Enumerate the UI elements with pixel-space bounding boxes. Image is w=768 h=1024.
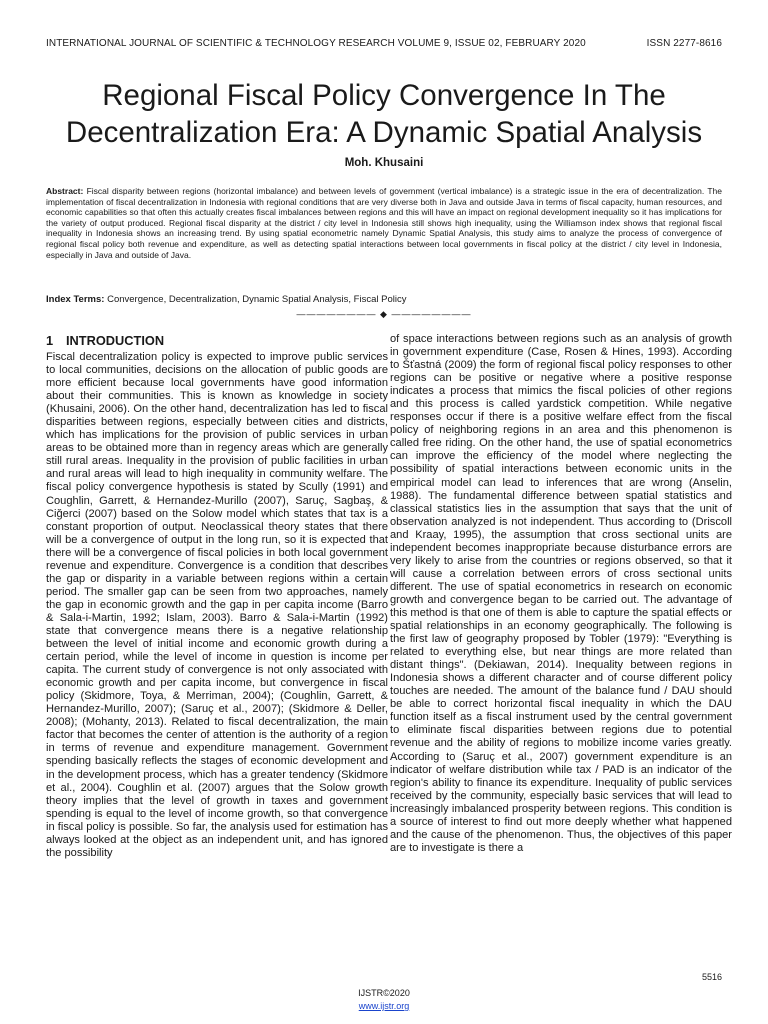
body-text-right: of space interactions between regions such as an analysis of growth in government expenditure (Case, Rosen & Hines, 1993). According to Šťastná (2009) the form of regional fiscal policy responses to other regions can be positive or negative where a positive response indicates a process that mimics the fiscal policies of other regions and this process is called yardstick competition. While negative responses occur if there is a positive welfare effect from the fiscal policy of neighboring regions in an area and this phenomenon is called free riding. On the other hand, the use of spatial econometrics can improve the efficiency of the model where neglecting the possibility of spatial interactions between economic units in the empirical model can lead to inferences that are wrong (Anselin, 1988). The fundamental difference between spatial statistics and classical statistics lies in the assumption that says that the unit of observation analyzed is not independent. Thus according to (Driscoll and Kraay, 1995), the assumption that cross sectional units are independent becomes inappropriate because disturbance errors are very likely to arise from the countries or regions observed, so that it will cause a correlation between errors of cross sectional units different. The use of spatial econometrics in research on economic growth and convergence began to be carried out. The advantage of this method is that one of them is able to capture the spatial effects or spatial relationships in an economy geographically. The following is the first law of geography proposed by Tobler (1979): "Everything is related to everything else, but near things are more related than distant things". (Dekiawan, 2014). Inequality between regions in Indonesia shows a different character and of course different policy touches are needed. The amount of the balance fund / DAU should be able to correct horizontal fiscal inequality in which the DAU function itself as a fiscal instrument used by the central government to eliminate fiscal disparities between regions due to potential revenue and the ability of regions to mobilize income varies greatly. According to (Saruç et al., 2007) government expenditure is an indicator of welfare distribution while tax / PAD is an indicator of the region's ability to finance its expenditure. Inequality of public services received by the community, especially basic services that will lead to increasingly imbalanced prosperity between regions. This condition is a source of interest to find out more deeply whether what happened and the cause of the phenomenon. Thus, the objectives of this paper are to investigate is there a [390, 333, 732, 854]
abstract [46, 186, 722, 260]
section-title: INTRODUCTION [66, 333, 165, 348]
index-terms [46, 294, 722, 305]
right-column [390, 333, 732, 855]
index-terms-label: Index Terms: [46, 294, 105, 305]
footer [0, 987, 768, 1013]
section-heading [46, 333, 388, 348]
body-text-left: Fiscal decentralization policy is expected to improve public services to local communities, decisions on the allocation of public goods are more efficient because local governments have good information about their communities. This is known as knowledge in society (Khusaini, 2006). On the other hand, decentralization has led to fiscal disparities between regions, especially between cities and districts, which has implications for the provision of public services in urban areas to be obtained more than in regency areas which are generally still rural areas. Inequality in the provision of public facilities in urban and rural areas will lead to high inequality in community welfare. The fiscal policy convergence hypothesis is stated by Scully (1991) and Coughlin, Garrett, & Hernandez-Murillo (2007), Saruç, Sagbaş, & Ciğerci (2007) based on the Solow model which states that tax is a constant proportion of output. Neoclassical theory states that there will be a convergence of output in the long run, so it is expected that there will be a convergence of fiscal policies in both local government revenue and expenditure. Convergence is a condition that describes the gap or disparity in a variable between regions within a certain period. The smaller gap can be seen from two approaches, namely the gap in economic growth and the gap in per capita income (Barro & Sala-i-Martin, 1992; Islam, 2003). Barro & Sala-i-Martin (1992) state that convergence means there is a negative relationship between the level of initial income and economic growth during a certain period, while the level of income in question is income per capita. The current study of convergence is not only associated with economic growth and per capita income, but convergence in fiscal policy (Skidmore, Toya, & Merriman, 2004); (Coughlin, Garrett, & Hernandez-Murillo, 2007); (Saruç et al., 2007); (Skidmore & Deller, 2008); (Mohanty, 2013). Related to fiscal decentralization, the main factor that becomes the center of attention is the authority of a region in terms of revenue and expenditure management. Government spending basically reflects the stages of economic development and in the development process, which has a greater tendency (Skidmore et al., 2004). Coughlin et al. (2007) argues that the Solow growth theory implies that the level of growth in taxes and government spending is equal to the level of income growth, so that convergence in fiscal policy is possible. So far, the analysis used for estimation has always looked at the object as an independent unit, and has ignored the possibility [46, 351, 388, 859]
abstract-text: Fiscal disparity between regions (horizontal imbalance) and between levels of government (vertical imbalance) is a strategic issue in the era of decentralization. The implementation of fiscal decentralization in Indonesia with regional conditions that are very diverse both in Java and outside Java in terms of fiscal capacity, human resources, and economic capabilities so that often this actually creates fiscal imbalances between regions and this will have an impact on regional development inequality so it has implications for the variety of output produced. Regional fiscal disparity at the district / city level in Indonesia still shows high inequality, using the Williamson index shows that regional fiscal inequality in Indonesia shows an increasing trend. By using spatial econometric namely Dynamic Spatial Analysis, this study aims to analyze the process of convergence of regional fiscal policy both revenue and expenditure, as well as detecting spatial interactions between local governments in fiscal policy at the district / city level in Indonesia, especially in Java and outside of Java. [46, 186, 722, 260]
journal-info: INTERNATIONAL JOURNAL OF SCIENTIFIC & TECHNOLOGY RESEARCH VOLUME 9, ISSUE 02, FEBRUARY 2020 [46, 38, 586, 49]
section-number: 1 [46, 333, 54, 348]
abstract-label: Abstract: [46, 186, 84, 196]
paper-title: Regional Fiscal Policy Convergence In The Decentralization Era: A Dynamic Spatial Analysis [65, 79, 703, 149]
journal-header [46, 38, 722, 49]
author: Moh. Khusaini [344, 157, 424, 169]
left-column [46, 333, 388, 860]
index-terms-text: Convergence, Decentralization, Dynamic Spatial Analysis, Fiscal Policy [107, 294, 407, 305]
copyright: IJSTR©2020 [358, 988, 410, 998]
section-divider: ———————— ◆ ———————— [296, 309, 472, 319]
issn: ISSN 2277-8616 [646, 38, 722, 49]
journal-link[interactable]: www.ijstr.org [358, 1001, 410, 1011]
page-number: 5516 [701, 972, 722, 982]
